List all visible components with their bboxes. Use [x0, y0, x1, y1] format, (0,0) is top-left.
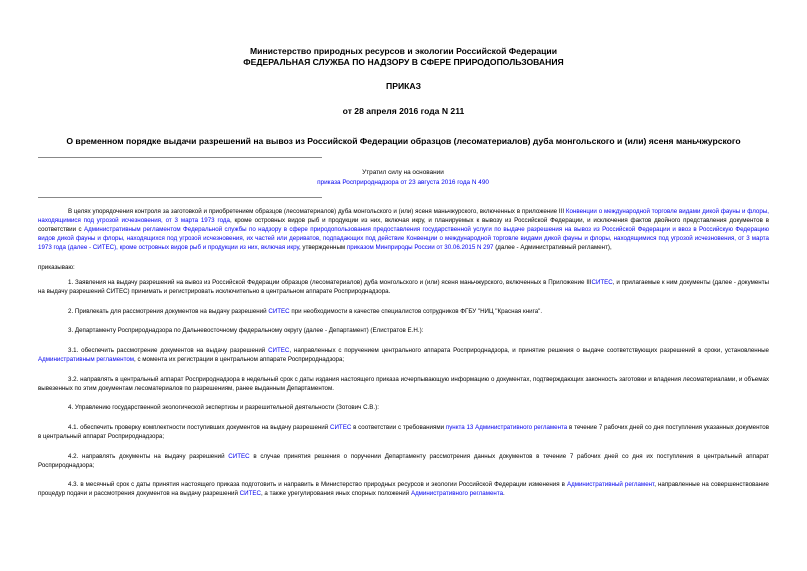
- item-1-text-2: , и прилагаемые к ним документы (далее - документы на выдачу разрешений СИТЕС) принимать и регистрировать исключительно в центральном аппарате Росприроднадзора.: [38, 279, 769, 296]
- repeal-notice: [262, 168, 544, 188]
- item-4-3-text-2: , направленные на совершенствование процедур подачи и рассмотрения документов на выдачу разрешений: [38, 481, 769, 498]
- doc-date-number: от 28 апреля 2016 года N 211: [342, 106, 465, 116]
- item-4-3-text-1: 4.3. в месячный срок с даты принятия настоящего приказа подготовить и направить в Министерство природных ресурсов и экологии Российской Федерации изменения в: [68, 481, 567, 489]
- intro-text-3: , утвержденным: [298, 244, 347, 252]
- item-3-1-text-3: , с момента их регистрации в центральном аппарате Росприроднадзора;: [134, 356, 345, 364]
- doc-title: О временном порядке выдачи разрешений на вывоз из Российской Федерации образцов (лесоматериалов) дуба монгольского и (или) ясеня маньчжурского: [66, 136, 741, 146]
- repeal-notice-text: Утратил силу на основании: [362, 169, 444, 176]
- item-4-1-text-1: 4.1. обеспечить проверку комплектности поступивших документов на выдачу разрешений: [68, 423, 330, 431]
- item-3-1-link-regulation[interactable]: Административным регламентом: [38, 356, 135, 364]
- item-4-2-text-2: в случае принятия решения о поручении Департаменту рассмотрения данных документов в течение 7 рабочих дней со дня их поступления в центральный аппарат Росприроднадзора;: [38, 452, 770, 469]
- item-3-1-link-cites[interactable]: СИТЕС: [268, 346, 290, 354]
- item-4-3-link-regulation[interactable]: Административный регламент: [566, 481, 655, 489]
- item-4-2-text-1: 4.2. направлять документы на выдачу разрешений: [68, 452, 229, 460]
- item-4-3-link-regulation-2[interactable]: Административного регламента: [410, 490, 504, 498]
- intro-paragraph: [38, 207, 769, 252]
- repeal-notice-link[interactable]: приказа Росприроднадзора от 23 августа 2016 года N 490: [317, 179, 489, 186]
- item-1-text-1: 1. Заявления на выдачу разрешений на вывоз из Российской Федерации образцов (лесоматериалов) дуба монгольского и (или) ясеня маньчжурского, включенных в Приложение III: [68, 279, 592, 287]
- item-4-3: [38, 480, 769, 498]
- item-3-1-text-1: 3.1. обеспечить рассмотрение документов на выдачу разрешений: [68, 346, 269, 354]
- item-4-3-text-4: .: [503, 490, 505, 498]
- item-4-3-link-cites[interactable]: СИТЕС: [239, 490, 261, 498]
- item-3-2: 3.2. направлять в центральный аппарат Росприроднадзора в недельный срок с даты издания настоящего приказа исчерпывающую информацию о документах, подтверждающих законность заготовки и владения лесоматериалами, и объемах вывезенных по этим документам лесоматериалов по разрешениям, ранее выданным Департаментом.: [38, 375, 769, 392]
- item-4-1-text-3: в течение 7 рабочих дней со дня поступления указанных документов в центральный аппарат Росприроднадзора;: [38, 423, 769, 440]
- order-word: приказываю:: [38, 263, 75, 271]
- item-2-text-1: 2. Привлекать для рассмотрения документов на выдачу разрешений: [68, 307, 269, 315]
- item-2-link-cites[interactable]: СИТЕС: [268, 307, 290, 315]
- item-4-1-text-2: в соответствии с требованиями: [351, 423, 446, 431]
- item-4-1: [38, 423, 769, 441]
- item-3-1-text-2: , направленных с поручением центрального аппарата Росприроднадзора, и принятие решения о выдаче соответствующих разрешений в сроки, установленные: [289, 346, 769, 354]
- item-2: [38, 307, 769, 316]
- item-2-text-2: при необходимости в качестве специалистов сотрудников ФГБУ "НИЦ "Красная книга".: [289, 307, 543, 315]
- intro-text-1: В целях упорядочения контроля за заготовкой и приобретением образцов (лесоматериалов) дуба монгольского и (или) ясеня маньчжурского, включенных в приложение III: [68, 208, 566, 215]
- intro-text-2: , кроме островных видов рыб и продукции из них, включая икру, и планируемых к вывозу из Российской Федерации, и исключения фактов двойного представления документов в соответствии с: [38, 217, 769, 234]
- doc-type: ПРИКАЗ: [386, 81, 421, 91]
- service-name: ФЕДЕРАЛЬНАЯ СЛУЖБА ПО НАДЗОРУ В СФЕРЕ ПРИРОДОПОЛЬЗОВАНИЯ: [243, 57, 564, 67]
- item-4-1-link-cites[interactable]: СИТЕС: [330, 423, 352, 431]
- divider-top: [38, 157, 322, 158]
- item-3-1: [38, 346, 769, 364]
- item-4-2-link-cites[interactable]: СИТЕС: [228, 452, 250, 460]
- link-admin-regulation[interactable]: Административным регламентом Федеральной службы по надзору в сфере природопользования предоставления государственной услуги по выдаче разрешения на вывоз из Российской Федерации и ввоз в Российскую Федерацию видов дикой фауны и флоры, находящихся под угрозой исчезновения, их частей или дериватов, подпадающих под действие Конвенции о международной торговле видами дикой фауны и флоры, находящимися под угрозой исчезновения, от 3 марта 1973 года (далее - СИТЕС), кроме островных видов рыб и продукции из них, включая икру: [38, 226, 770, 252]
- link-cites-convention[interactable]: Конвенции о международной торговле видами дикой фауны и флоры, находящимися под угрозой исчезновения, от 3 марта 1973 года: [38, 208, 769, 225]
- item-3: 3. Департаменту Росприроднадзора по Дальневосточному федеральному округу (далее - Департамент) (Елистратов Е.Н.):: [68, 327, 424, 335]
- link-minprirody-order[interactable]: приказом Минприроды России от 30.06.2015 N 297: [346, 244, 494, 252]
- item-1-link-cites[interactable]: СИТЕС: [591, 279, 613, 287]
- item-4-1-link-clause-13[interactable]: пункта 13 Административного регламента: [445, 423, 568, 431]
- item-4: 4. Управлению государственной экологической экспертизы и разрешительной деятельности (Зотович С.В.):: [68, 404, 379, 412]
- item-4-3-text-3: , а также урегулирования иных спорных положений: [260, 490, 411, 498]
- ministry-name: Министерство природных ресурсов и экологии Российской Федерации: [250, 46, 557, 56]
- item-1: [38, 278, 769, 296]
- intro-text-4: (далее - Административный регламент),: [493, 244, 612, 252]
- item-4-2: [38, 452, 769, 470]
- divider-bottom: [38, 197, 322, 198]
- doc-body: [38, 207, 769, 498]
